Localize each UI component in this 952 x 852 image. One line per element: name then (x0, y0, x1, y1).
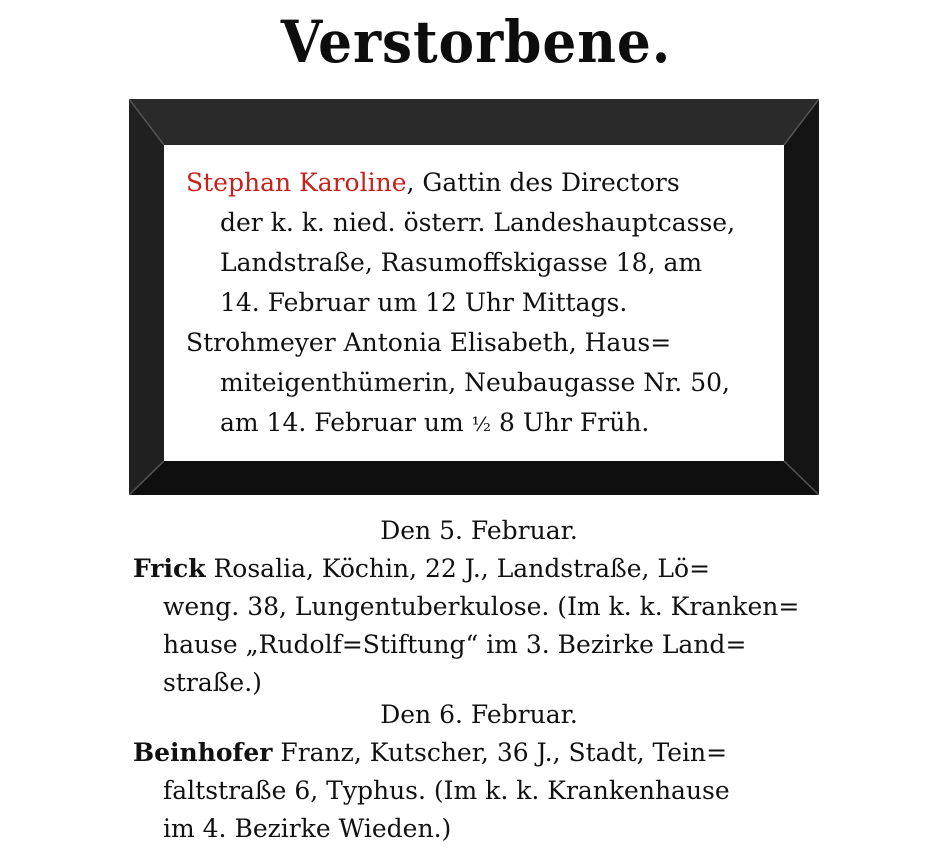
record-name: Frick (133, 554, 206, 583)
day-section (133, 696, 825, 848)
mourning-border-box (129, 99, 819, 495)
entry-text: , Haus= (568, 328, 672, 357)
page-title: Verstorbene. (280, 8, 672, 76)
record-text: hause „Rudolf=Stiftung“ im 3. Bezirke Land= (163, 630, 747, 659)
date-heading: Den 5. Februar. (380, 516, 578, 545)
death-record (133, 734, 825, 848)
mourning-entry (186, 163, 756, 323)
record-text: im 4. Bezirke Wieden.) (163, 814, 452, 843)
record-text: Rosalia, Köchin, 22 J., Landstraße, Lö= (205, 554, 711, 583)
record-text: straße.) (163, 668, 262, 697)
record-text: faltstraße 6, Typhus. (Im k. k. Krankenhause (163, 776, 730, 805)
fraction-half: ½ (471, 412, 492, 436)
entry-text: , Gattin des Directors (406, 168, 680, 197)
record-text: weng. 38, Lungentuberkulose. (Im k. k. Kranken= (163, 592, 800, 621)
mourning-box-content (164, 145, 784, 461)
entry-text: Landstraße, Rasumoffskigasse 18, am (220, 248, 703, 277)
entry-text: am 14. Februar um ½ 8 Uhr Früh. (220, 408, 650, 437)
record-text: Franz, Kutscher, 36 J., Stadt, Tein= (272, 738, 728, 767)
death-record (133, 550, 825, 702)
date-heading: Den 6. Februar. (380, 700, 578, 729)
day-section (133, 512, 825, 702)
entry-name: Stephan Karoline (186, 168, 407, 197)
entry-text: 14. Februar um 12 Uhr Mittags. (220, 288, 628, 317)
entry-name: Strohmeyer Antonia Elisabeth (186, 328, 569, 357)
entry-text: der k. k. nied. österr. Landeshauptcasse, (220, 208, 736, 237)
record-name: Beinhofer (133, 738, 273, 767)
entry-text: miteigenthümerin, Neubaugasse Nr. 50, (220, 368, 730, 397)
mourning-entry (186, 323, 756, 444)
